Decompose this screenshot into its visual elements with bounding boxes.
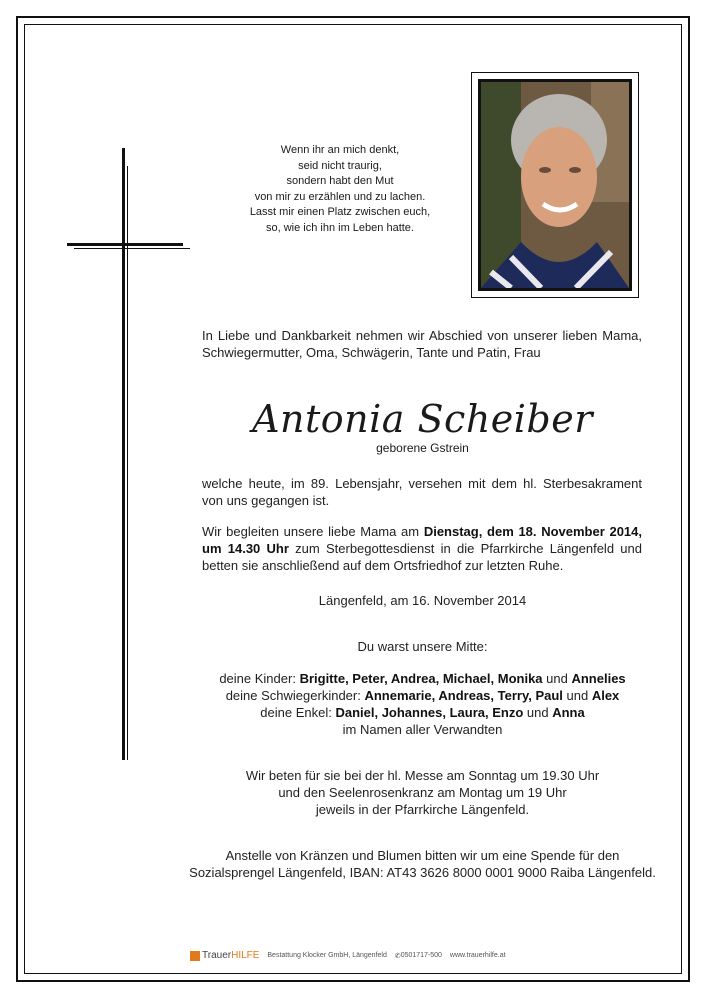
mass-line: jeweils in der Pfarrkirche Längenfeld. [315, 802, 530, 817]
trauerhilfe-logo-icon [190, 951, 200, 961]
children-line [175, 670, 670, 687]
grandchildren-und: und [523, 705, 553, 720]
brand-part-a: Trauer [202, 950, 232, 961]
grandchildren-names: Daniel, Johannes, Laura, Enzo [335, 705, 524, 720]
children-names: Brigitte, Peter, Andrea, Michael, Monika [299, 671, 543, 686]
grandchildren-label: deine Enkel: [260, 705, 336, 720]
footer-web[interactable]: www.trauerhilfe.at [449, 952, 506, 959]
children-und: und [542, 671, 572, 686]
inlaws-label: deine Schwiegerkinder: [225, 688, 365, 703]
intro-text: In Liebe und Dankbarkeit nehmen wir Abschied von unserer lieben Mama, Schwiegermutter, Oma, Schwägerin, Tante und Patin, Frau [202, 328, 642, 360]
poem-line: Lasst mir einen Platz zwischen euch, [249, 206, 431, 218]
footer-phone: 0501717-500 [400, 952, 442, 959]
poem-line: sondern habt den Mut [286, 175, 394, 187]
mass-line: und den Seelenrosenkranz am Montag um 19 Uhr [278, 785, 567, 800]
brand-part-b: HILFE [231, 950, 260, 961]
inlaws-line [175, 687, 670, 704]
portrait-frame [471, 72, 639, 298]
donation-text [175, 847, 670, 881]
portrait-photo [478, 79, 632, 291]
poem-line: so, wie ich ihn im Leben hatte. [266, 221, 414, 234]
grandchildren-line [175, 704, 670, 721]
poem-line: von mir zu erzählen und zu lachen. [254, 190, 426, 203]
relatives-line: im Namen aller Verwandten [342, 722, 503, 737]
poem [220, 143, 460, 236]
inlaws-names: Annemarie, Andreas, Terry, Paul [364, 688, 563, 703]
inlaws-last: Alex [591, 688, 620, 703]
family-list [175, 670, 670, 738]
grandchildren-last: Anna [552, 705, 585, 720]
children-last: Annelies [571, 671, 626, 686]
poem-line: seid nicht traurig, [298, 159, 382, 172]
middle-line: Du warst unsere Mitte: [357, 639, 488, 654]
donation-line: Anstelle von Kränzen und Blumen bitten wir um eine Spende für den [225, 848, 620, 863]
poem-line: Wenn ihr an mich denkt, [280, 144, 400, 156]
donation-line: Sozialsprengel Längenfeld, IBAN: AT43 3626 8000 0001 9000 Raiba Längenfeld. [189, 865, 656, 880]
funeral-text-a: Wir begleiten unsere liebe Mama am [202, 524, 424, 539]
footer-brand [202, 950, 259, 961]
passing-text: welche heute, im 89. Lebensjahr, versehen mit dem hl. Sterbesakrament von uns gegangen ist. [202, 476, 642, 508]
deceased-name: Antonia Scheiber [252, 397, 593, 441]
children-label: deine Kinder: [219, 671, 300, 686]
footer [190, 950, 610, 964]
mass-line: Wir beten für sie bei der hl. Messe am Sonntag um 19.30 Uhr [245, 768, 600, 783]
funeral-datetime: Dienstag, dem 18. November 2014, um 14.30 Uhr [202, 524, 643, 556]
funeral-text-c: zum Sterbegottesdienst in die Pfarrkirche Längenfeld und betten sie anschließend auf dem Ortsfriedhof zur letzten Ruhe. [202, 541, 642, 573]
maiden-name: geborene Gstrein [376, 441, 469, 455]
mass-text [175, 767, 670, 818]
footer-company: Bestattung Klocker GmbH, Längenfeld [267, 952, 387, 959]
inlaws-und: und [562, 688, 592, 703]
funeral-text [202, 523, 642, 574]
phone-icon: ✆ [394, 952, 401, 960]
date-line: Längenfeld, am 16. November 2014 [318, 593, 527, 608]
